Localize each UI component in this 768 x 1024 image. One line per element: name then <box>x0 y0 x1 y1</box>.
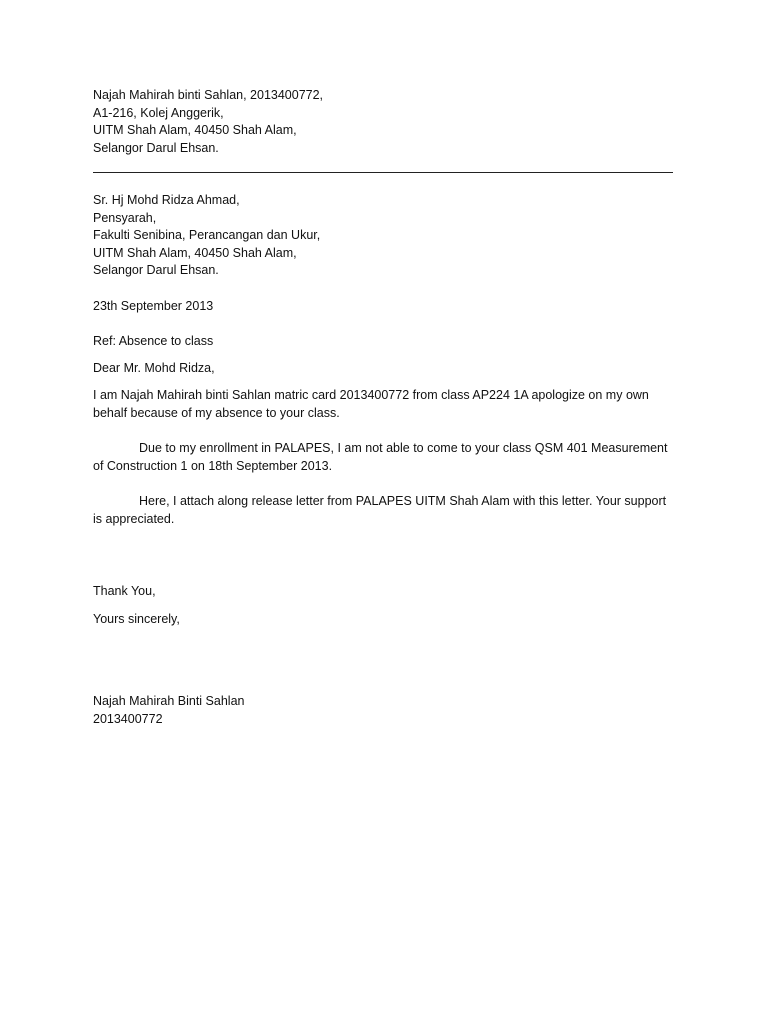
salutation <box>93 360 673 378</box>
sender-address-line: Najah Mahirah binti Sahlan, 2013400772, <box>93 88 324 102</box>
closing-thanks-text: Thank You, <box>93 584 156 598</box>
sender-address <box>93 87 673 157</box>
reference-line <box>93 333 673 351</box>
recipient-address <box>93 192 673 280</box>
sender-address-line: UITM Shah Alam, 40450 Shah Alam, <box>93 123 297 138</box>
recipient-address-line: Pensyarah, <box>93 210 157 225</box>
recipient-address-line: UITM Shah Alam, 40450 Shah Alam, <box>93 245 297 260</box>
recipient-address-line: Fakulti Senibina, Perancangan dan Ukur, <box>93 228 321 243</box>
body-paragraph-1-text: I am Najah Mahirah binti Sahlan matric card 2013400772 from class AP224 1A apologize on my own behalf because of my absence to your class. <box>93 388 649 420</box>
body-paragraph-3-text: Here, I attach along release letter from PALAPES UITM Shah Alam with this letter. Your support is appreciated. <box>93 494 667 526</box>
closing-sign-off-text: Yours sincerely, <box>93 612 180 626</box>
divider-line <box>93 172 673 173</box>
reference-text: Ref: Absence to class <box>93 334 214 348</box>
recipient-address-line: Selangor Darul Ehsan. <box>93 263 219 278</box>
body-paragraph-3 <box>93 493 673 528</box>
recipient-address-line: Sr. Hj Mohd Ridza Ahmad, <box>93 193 240 207</box>
signature-matric-number: 2013400772 <box>93 711 163 726</box>
body-paragraph-2 <box>93 440 673 475</box>
sender-address-line: A1-216, Kolej Anggerik, <box>93 105 224 120</box>
body-paragraph-2-text: Due to my enrollment in PALAPES, I am not able to come to your class QSM 401 Measurement of Construction 1 on 18th September 2013. <box>93 441 668 473</box>
salutation-text: Dear Mr. Mohd Ridza, <box>93 361 215 375</box>
closing-thanks <box>93 583 673 601</box>
body-paragraph-1 <box>93 387 673 422</box>
closing-sign-off <box>93 611 673 629</box>
sender-address-line: Selangor Darul Ehsan. <box>93 140 219 155</box>
signature-block <box>93 693 673 728</box>
signature-name: Najah Mahirah Binti Sahlan <box>93 694 245 708</box>
letter-date-text: 23th September 2013 <box>93 299 214 313</box>
letter-date <box>93 298 673 316</box>
